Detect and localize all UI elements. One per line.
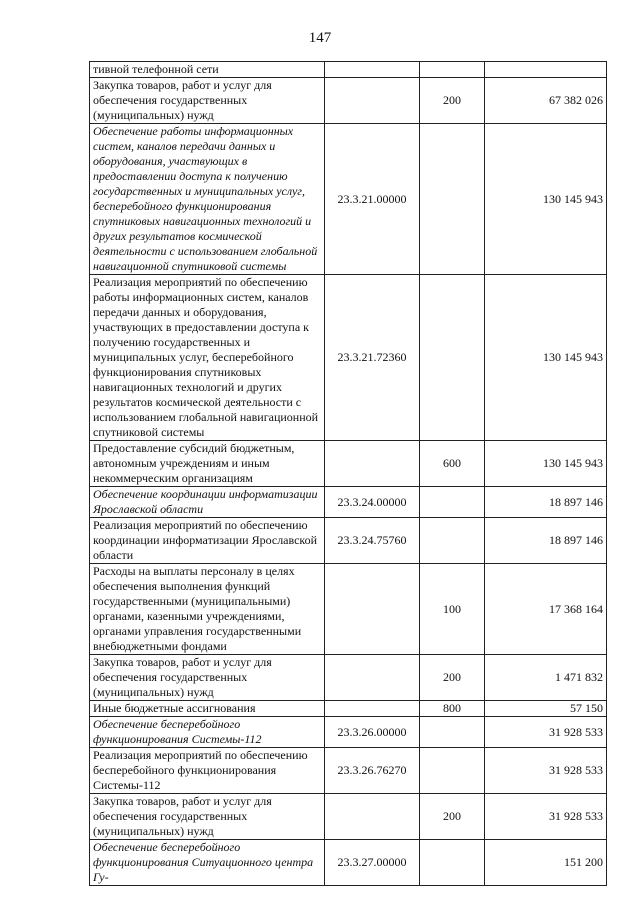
row-description: Закупка товаров, работ и услуг для обеспечения государственных (муниципальных) нужд — [90, 78, 325, 124]
row-description: Обеспечение координации информатизации Ярославской области — [90, 487, 325, 518]
table-row — [90, 518, 607, 564]
row-description: Реализация мероприятий по обеспечению координации информатизации Ярославской области — [90, 518, 325, 564]
row-target-code — [325, 701, 420, 717]
row-expense-type — [420, 717, 485, 748]
row-amount: 31 928 533 — [485, 748, 607, 794]
row-description: Обеспечение работы информационных систем, каналов передачи данных и оборудования, участвующих в предоставлении доступа к получению государственных и муниципальных услуг, бесперебойного функционирования спутниковых навигационных технологий и других результатов космической деятельности с использованием глобальной навигационной спутниковой системы — [90, 124, 325, 275]
row-target-code: 23.3.27.00000 — [325, 840, 420, 886]
row-expense-type — [420, 62, 485, 78]
row-expense-type: 200 — [420, 794, 485, 840]
row-amount: 1 471 832 — [485, 655, 607, 701]
row-expense-type — [420, 518, 485, 564]
row-amount: 57 150 — [485, 701, 607, 717]
row-target-code: 23.3.26.76270 — [325, 748, 420, 794]
row-amount: 31 928 533 — [485, 717, 607, 748]
row-expense-type — [420, 840, 485, 886]
row-target-code — [325, 655, 420, 701]
row-target-code — [325, 794, 420, 840]
table-row — [90, 124, 607, 275]
row-expense-type: 200 — [420, 78, 485, 124]
row-expense-type: 200 — [420, 655, 485, 701]
row-amount: 130 145 943 — [485, 275, 607, 441]
budget-table — [89, 61, 607, 886]
row-target-code: 23.3.21.00000 — [325, 124, 420, 275]
row-description: Реализация мероприятий по обеспечению бесперебойного функционирования Системы-112 — [90, 748, 325, 794]
table-row — [90, 748, 607, 794]
row-expense-type: 100 — [420, 564, 485, 655]
table-row — [90, 78, 607, 124]
table-row — [90, 701, 607, 717]
table-row — [90, 717, 607, 748]
page-number: 147 — [308, 30, 332, 46]
table-row — [90, 564, 607, 655]
row-amount: 18 897 146 — [485, 518, 607, 564]
row-expense-type — [420, 748, 485, 794]
row-expense-type — [420, 487, 485, 518]
row-target-code: 23.3.24.00000 — [325, 487, 420, 518]
row-description: Иные бюджетные ассигнования — [90, 701, 325, 717]
budget-table-body — [90, 62, 607, 886]
row-amount: 130 145 943 — [485, 441, 607, 487]
row-expense-type — [420, 124, 485, 275]
row-target-code — [325, 441, 420, 487]
row-description: тивной телефонной сети — [90, 62, 325, 78]
row-target-code: 23.3.21.72360 — [325, 275, 420, 441]
row-target-code — [325, 78, 420, 124]
row-target-code: 23.3.26.00000 — [325, 717, 420, 748]
row-description: Расходы на выплаты персоналу в целях обеспечения выполнения функций государственными (муниципальными) органами, казенными учреждениями, органами управления государственными внебюджетными фондами — [90, 564, 325, 655]
row-expense-type: 600 — [420, 441, 485, 487]
table-row — [90, 840, 607, 886]
table-row — [90, 275, 607, 441]
row-target-code: 23.3.24.75760 — [325, 518, 420, 564]
row-amount: 17 368 164 — [485, 564, 607, 655]
row-amount: 18 897 146 — [485, 487, 607, 518]
row-amount — [485, 62, 607, 78]
table-row — [90, 487, 607, 518]
row-description: Закупка товаров, работ и услуг для обеспечения государственных (муниципальных) нужд — [90, 655, 325, 701]
row-amount: 130 145 943 — [485, 124, 607, 275]
table-row — [90, 794, 607, 840]
row-description: Обеспечение бесперебойного функционирования Системы-112 — [90, 717, 325, 748]
table-row — [90, 441, 607, 487]
row-amount: 31 928 533 — [485, 794, 607, 840]
row-target-code — [325, 564, 420, 655]
row-amount: 151 200 — [485, 840, 607, 886]
table-row — [90, 655, 607, 701]
row-description: Реализация мероприятий по обеспечению работы информационных систем, каналов передачи данных и оборудования, участвующих в предоставлении доступа к получению государственных и муниципальных услуг, бесперебойного функционирования спутниковых навигационных технологий и других результатов космической деятельности с использованием глобальной навигационной спутниковой системы — [90, 275, 325, 441]
row-description: Обеспечение бесперебойного функционирования Ситуационного центра Гу- — [90, 840, 325, 886]
table-row — [90, 62, 607, 78]
row-description: Закупка товаров, работ и услуг для обеспечения государственных (муниципальных) нужд — [90, 794, 325, 840]
row-expense-type: 800 — [420, 701, 485, 717]
row-target-code — [325, 62, 420, 78]
row-expense-type — [420, 275, 485, 441]
row-amount: 67 382 026 — [485, 78, 607, 124]
row-description: Предоставление субсидий бюджетным, автономным учреждениям и иным некоммерческим организациям — [90, 441, 325, 487]
